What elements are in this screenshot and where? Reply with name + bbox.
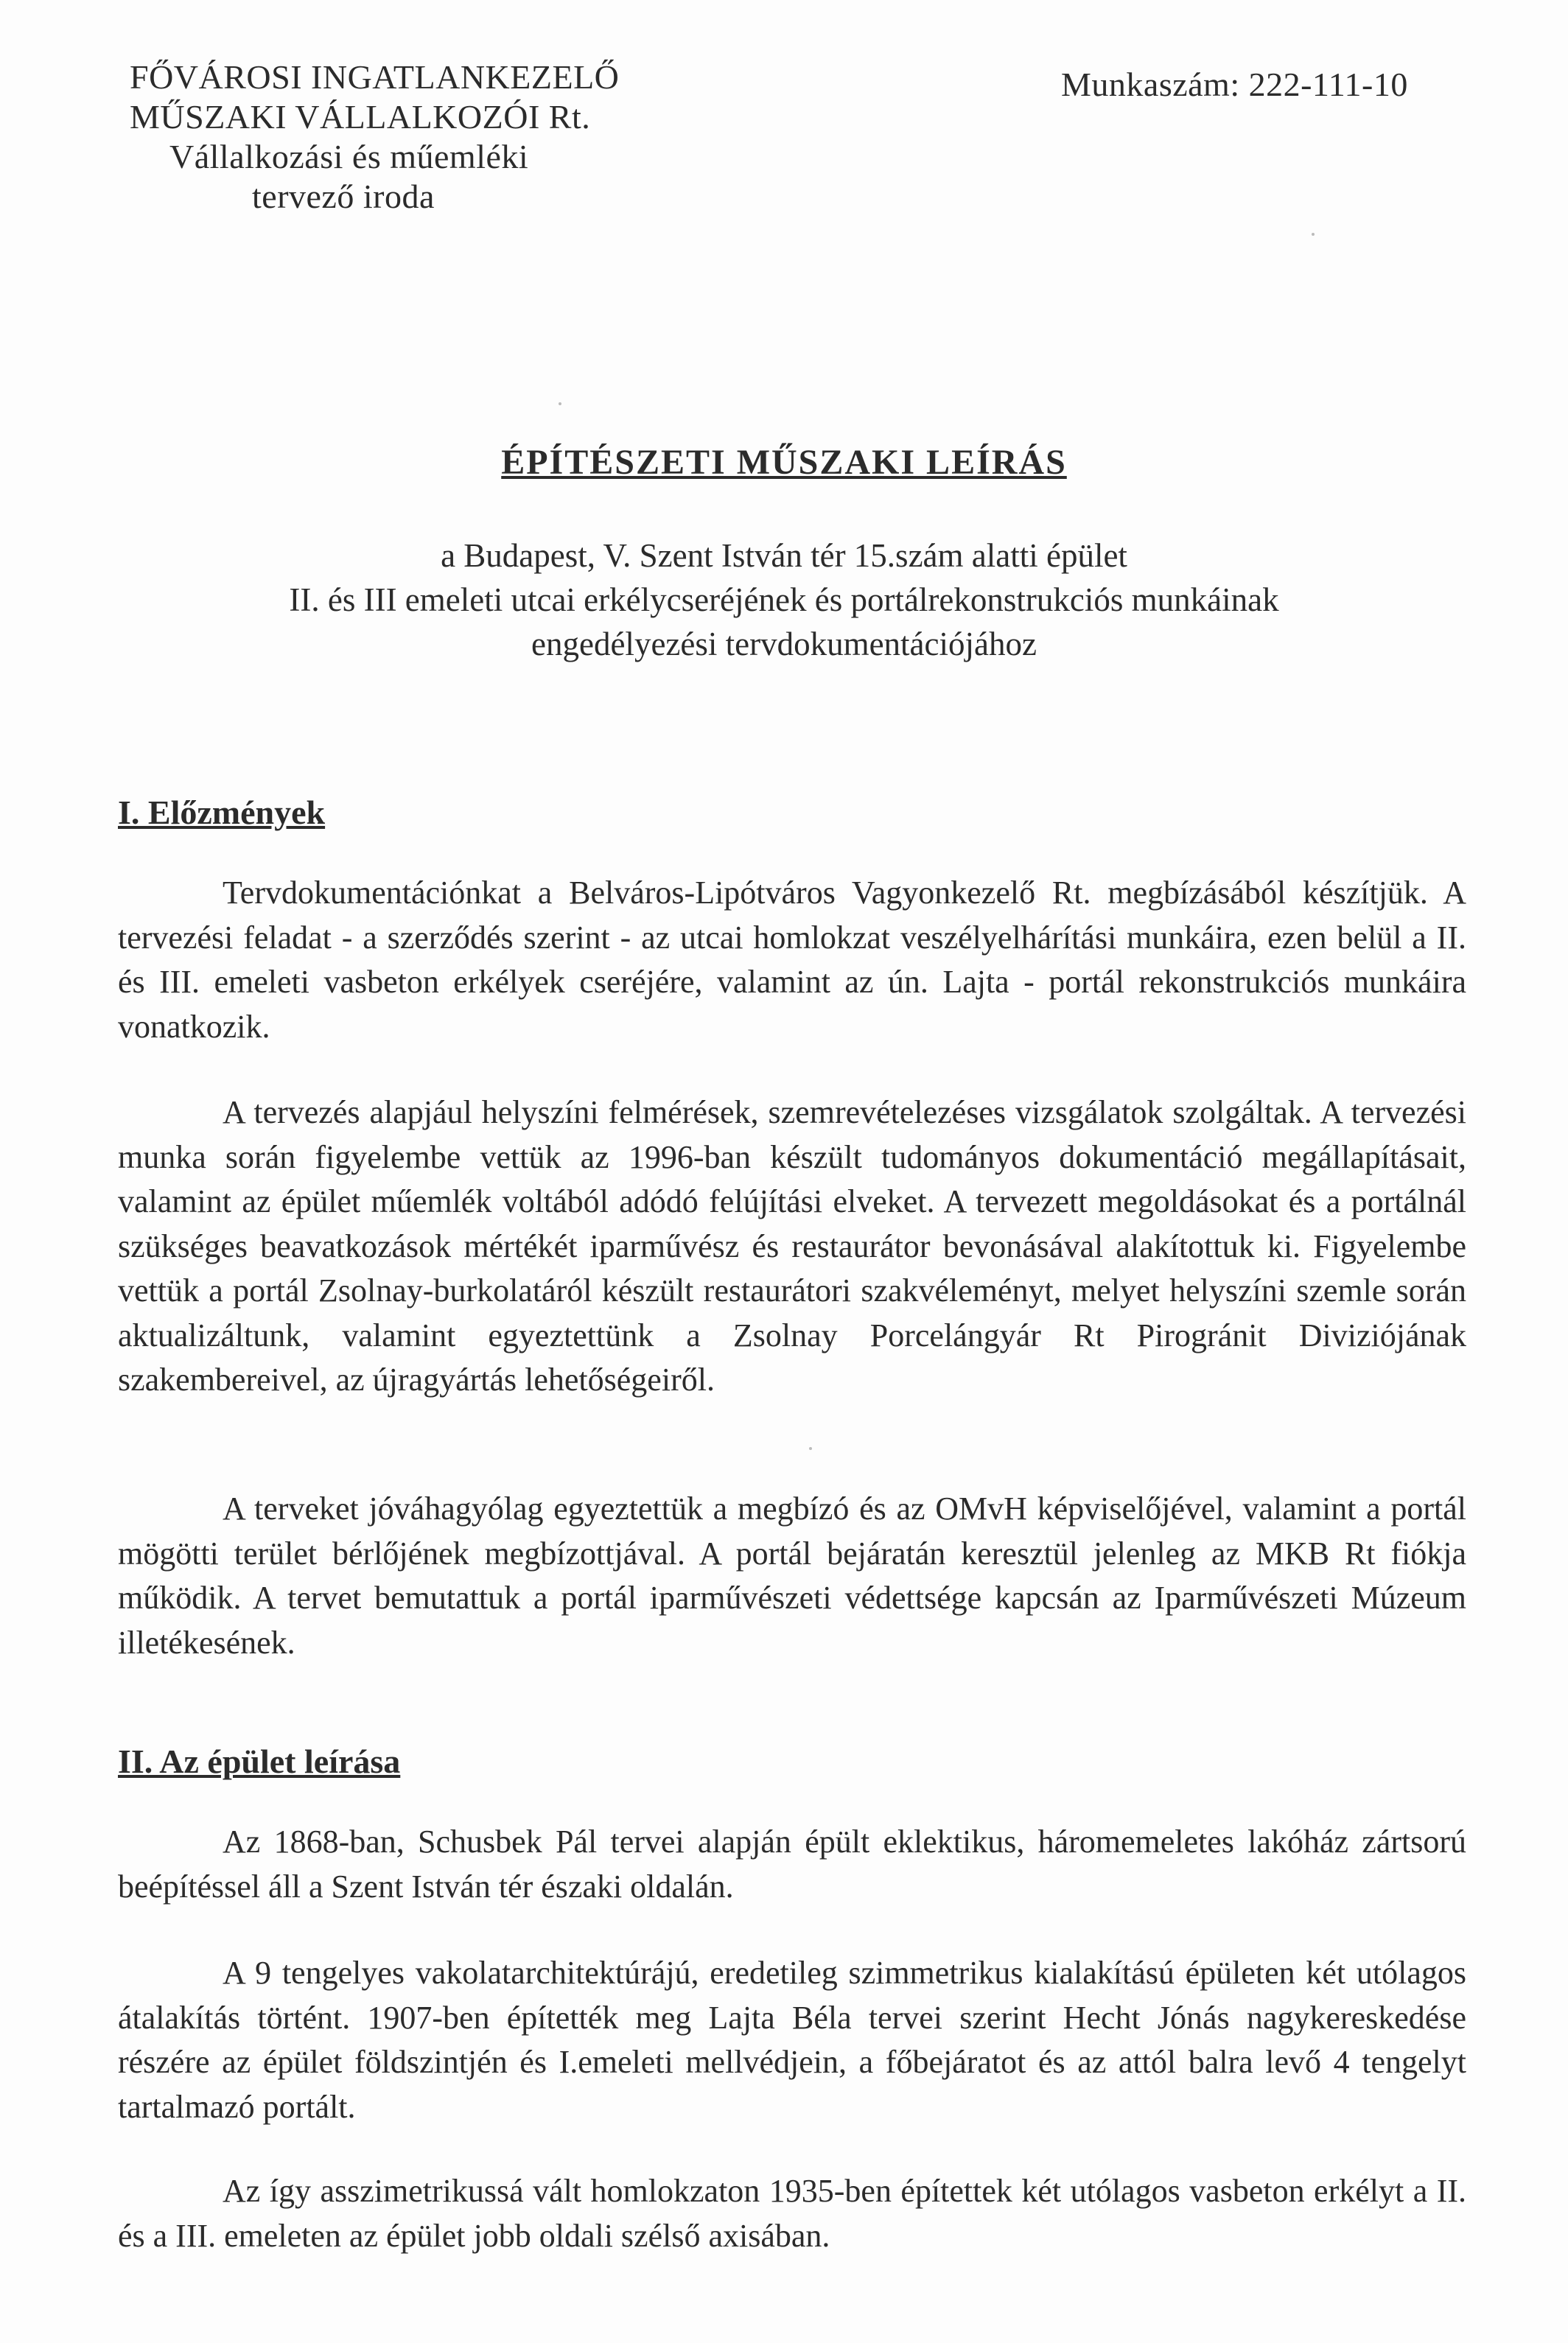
document-subtitle [0,533,1568,666]
document-title: ÉPÍTÉSZETI MŰSZAKI LEÍRÁS [501,443,1067,482]
org-name-line1: FŐVÁROSI INGATLANKEZELŐ [130,58,620,96]
work-number: Munkaszám: 222-111-10 [1061,66,1408,103]
org-name-line2: MŰSZAKI VÁLLALKOZÓI Rt. [130,98,591,136]
section-heading-2: II. Az épület leírása [118,1743,401,1780]
section1-paragraph-2: A tervezés alapjául helyszíni felmérések, szemrevételezéses vizsgálatok szolgáltak. A tervezési munka során figyelembe vettük az 1996-ban készült tudományos dokumentáció megállapításait, valamint az épület műemlék voltából adódó felújítási elveket. A tervezett megoldásokat és a portálnál szükséges beavatkozások mértékét iparművész és restaurátor bevonásával alakítottuk ki. Figyelembe vettük a portál Zsolnay-burkolatáról készült restaurátori szakvéleményt, melyet helyszíni szemle során aktualizáltunk, valamint egyeztettünk a Zsolnay Porcelángyár Rt Pirogránit Diviziójának szakembereivel, az újragyártás lehetőségeiről. [118,1094,1466,1398]
section1-paragraph-3: A terveket jóváhagyólag egyeztettük a megbízó és az OMvH képviselőjével, valamint a portál mögötti terület bérlőjének megbízottjával. A portál bejáratán keresztül jelenleg az MKB Rt fiókja működik. A tervet bemutattuk a portál iparművészeti védettsége kapcsán az Iparművészeti Múzeum illetékesének. [118,1491,1466,1661]
org-department-line1: Vállalkozási és műemléki [169,138,529,175]
scan-speck [1312,233,1315,236]
section2-paragraph-3: Az így asszimetrikussá vált homlokzaton 1935-ben építettek két utólagos vasbeton erkélyt a II. és a III. emeleten az épület jobb oldali szélső axisában. [118,2173,1466,2254]
subtitle-line1: a Budapest, V. Szent István tér 15.szám alatti épület [441,537,1127,574]
scan-speck [809,1447,812,1450]
section2-paragraph-1: Az 1868-ban, Schusbek Pál tervei alapján épült eklektikus, háromemeletes lakóház zártsorú beépítéssel áll a Szent István tér északi oldalán. [118,1824,1466,1905]
org-department-line2: tervező iroda [252,178,435,215]
subtitle-line3: engedélyezési tervdokumentációjához [531,626,1037,662]
subtitle-line2: II. és III emeleti utcai erkélycseréjének és portálrekonstrukciós munkáinak [289,581,1279,618]
section1-paragraph-1: Tervdokumentációnkat a Belváros-Lipótváros Vagyonkezelő Rt. megbízásából készítjük. A tervezési feladat - a szerződés szerint - az utcai homlokzat veszélyelhárítási munkáira, ezen belül a II. és III. emeleti vasbeton erkélyek cseréjére, valamint az ún. Lajta - portál rekonstrukciós munkáira vonatkozik. [118,875,1466,1045]
section2-paragraph-2: A 9 tengelyes vakolatarchitektúrájú, eredetileg szimmetrikus kialakítású épületen két utólagos átalakítás történt. 1907-ben építették meg Lajta Béla tervei szerint Hecht Jónás nagykereskedése részére az épület földszintjén és I.emeleti mellvédjein, a főbejáratot és az attól balra levő 4 tengelyt tartalmazó portált. [118,1955,1466,2125]
section-heading-1: I. Előzmények [118,794,326,831]
scan-speck [559,402,561,405]
organization-header [130,57,619,217]
